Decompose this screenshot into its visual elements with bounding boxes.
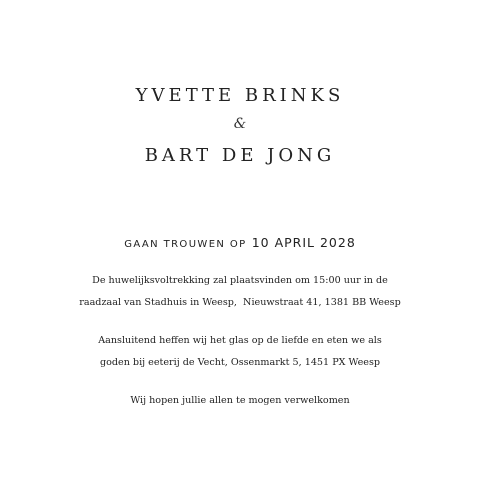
wedding-announcement <box>0 234 480 253</box>
closing-message <box>0 390 480 412</box>
ceremony-line-1: De huwelijksvoltrekking zal plaatsvinden om 15:00 uur in de <box>92 275 388 286</box>
ceremony-details <box>0 270 480 314</box>
announcement-text: GAAN TROUWEN OP <box>124 239 247 250</box>
dinner-line-1: Aansluitend heffen wij het glas op de liefde en eten we als <box>98 335 382 346</box>
name-second-partner: BART DE JONG <box>144 145 336 166</box>
ampersand: & <box>233 116 247 132</box>
wedding-date: 10 APRIL 2028 <box>251 235 356 250</box>
name-first-partner: YVETTE BRINKS <box>135 85 345 106</box>
dinner-details <box>0 330 480 374</box>
ceremony-line-2: raadzaal van Stadhuis in Weesp, Nieuwstraat 41, 1381 BB Weesp <box>79 297 401 308</box>
closing-line: Wij hopen jullie allen te mogen verwelkomen <box>130 395 350 406</box>
dinner-line-2: goden bij eeterij de Vecht, Ossenmarkt 5, 1451 PX Weesp <box>99 357 381 368</box>
